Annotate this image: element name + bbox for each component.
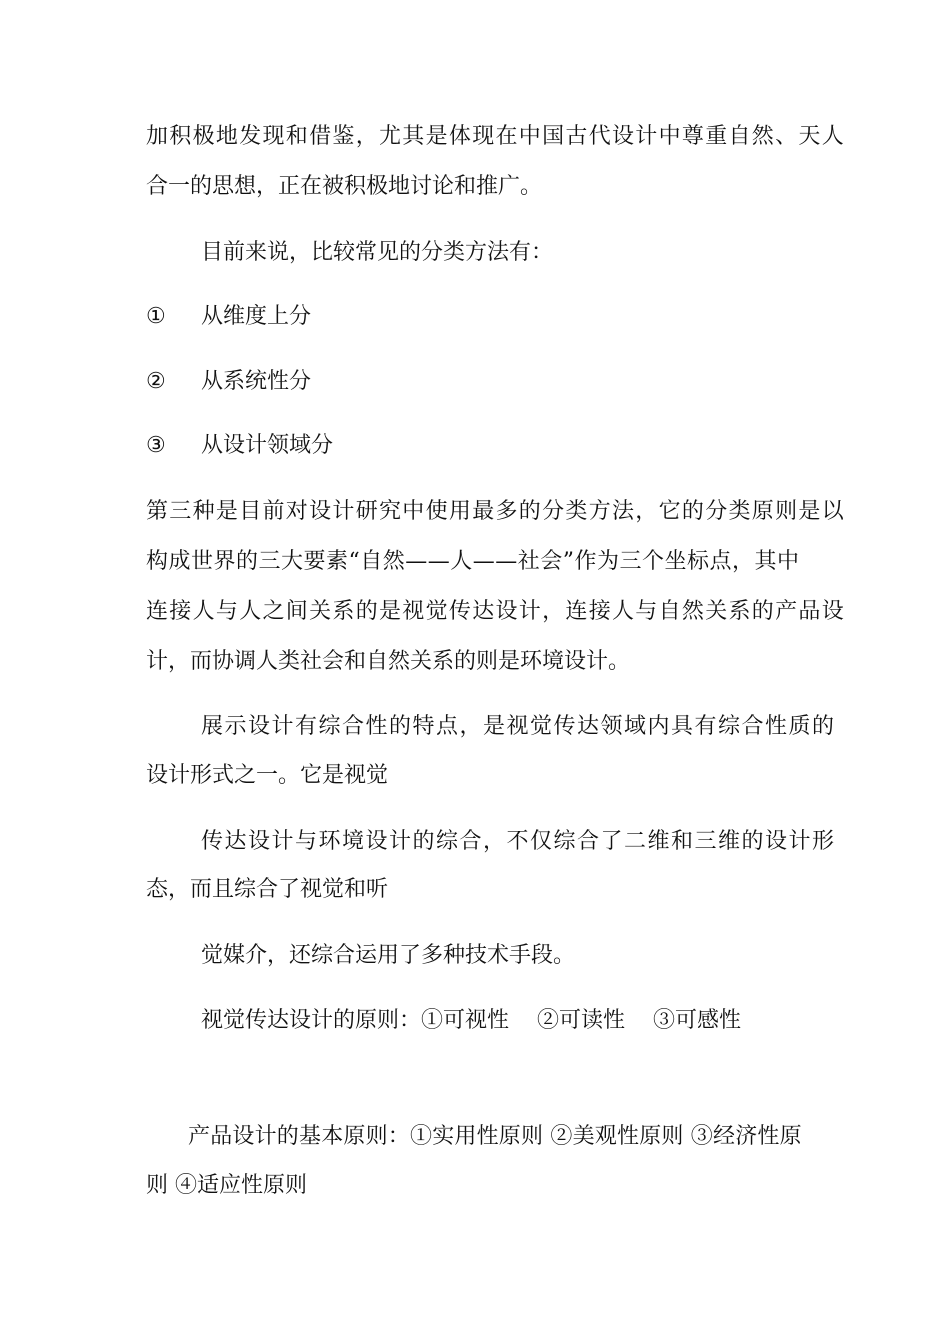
- principles-line: [201, 1005, 741, 1037]
- paragraph-line: 连接人与人之间关系的是视觉传达设计，连接人与自然关系的产品设: [146, 599, 846, 624]
- paragraph-line: 加积极地发现和借鉴，尤其是体现在中国古代设计中尊重自然、天人: [146, 124, 846, 149]
- principle-item: ③可感性: [653, 1008, 742, 1033]
- list-marker: ②: [146, 369, 166, 394]
- list-item-text: 从设计领域分: [201, 433, 334, 458]
- paragraph-line: 设计形式之一。它是视觉: [146, 763, 389, 788]
- paragraph-line: 传达设计与环境设计的综合，不仅综合了二维和三维的设计形: [201, 829, 836, 854]
- paragraph-line: 态，而且综合了视觉和听: [146, 877, 389, 902]
- list-item-text: 从系统性分: [201, 369, 312, 394]
- paragraph-line: 目前来说，比较常见的分类方法有：: [201, 240, 554, 265]
- paragraph-line: 展示设计有综合性的特点，是视觉传达领域内具有综合性质的: [201, 714, 836, 739]
- paragraph-line: 构成世界的三大要素“自然——人——社会”作为三个坐标点，其中: [146, 549, 800, 574]
- list-item: [146, 430, 333, 462]
- list-item: [146, 301, 311, 333]
- principles-lead: 视觉传达设计的原则：①可视性: [201, 1008, 510, 1033]
- paragraph-line: 则 ④适应性原则: [146, 1173, 307, 1198]
- list-item-text: 从维度上分: [201, 304, 312, 329]
- list-item: [146, 366, 311, 398]
- paragraph-line: 合一的思想，正在被积极地讨论和推广。: [146, 174, 543, 199]
- paragraph-line: 第三种是目前对设计研究中使用最多的分类方法，它的分类原则是以: [146, 499, 846, 524]
- list-marker: ③: [146, 433, 166, 458]
- paragraph-line: 产品设计的基本原则：①实用性原则 ②美观性原则 ③经济性原: [188, 1124, 802, 1149]
- paragraph-line: 计，而协调人类社会和自然关系的则是环境设计。: [146, 649, 631, 674]
- principle-item: ②可读性: [537, 1008, 626, 1033]
- paragraph-line: 觉媒介，还综合运用了多种技术手段。: [201, 943, 576, 968]
- list-marker: ①: [146, 304, 166, 329]
